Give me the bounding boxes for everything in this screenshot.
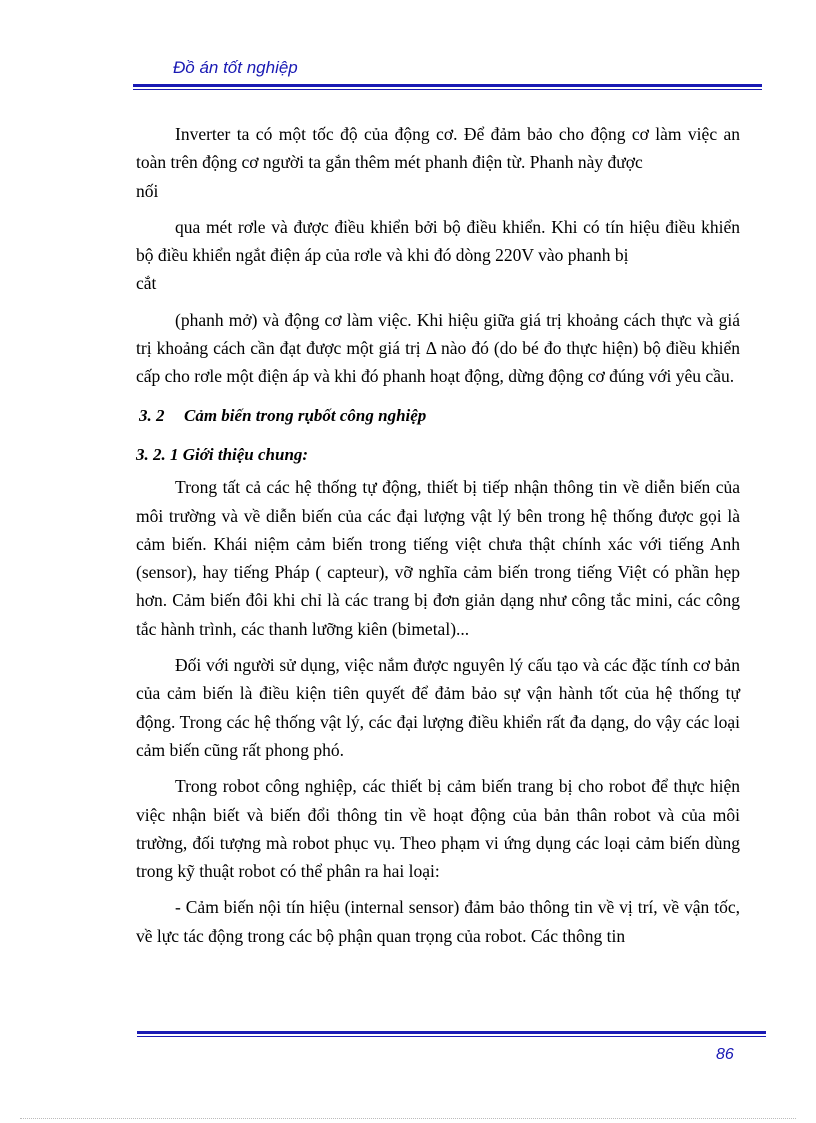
section-title: Cảm biến trong rụbốt công nghiệp: [184, 405, 427, 425]
paragraph: - Cảm biến nội tín hiệu (internal sensor) đảm bảo thông tin về vị trí, về vận tốc, về lực tác động trong các bộ phận quan trọng của robot. Các thông tin: [136, 897, 740, 946]
header-rule: [133, 84, 762, 90]
paragraph: Trong robot công nghiệp, các thiết bị cảm biến trang bị cho robot để thực hiện việc nhận biết và biến đổi thông tin về hoạt động của bản thân robot và của môi trường, đối tượng mà robot phục vụ. Theo phạm vi ứng dụng các loại cảm biến dùng trong kỹ thuật robot có thể phân ra hai loại:: [136, 776, 740, 882]
footer-rule: [137, 1031, 766, 1037]
section-number: 3. 2: [139, 405, 165, 425]
subsection-heading: 3. 2. 1 Giới thiệu chung:: [136, 444, 309, 464]
page-content: [136, 120, 740, 950]
header-title: Đồ án tốt nghiệp: [173, 58, 298, 77]
paragraph: qua mét rơle và được điều khiển bởi bộ điều khiển. Khi có tín hiệu điều khiển bộ điều khiển ngắt điện áp của rơle và khi đó dòng 220V vào phanh bị: [136, 216, 740, 266]
section-heading: [136, 402, 740, 430]
paragraph-continuation: cắt: [136, 273, 157, 294]
paragraph: Trong tất cả các hệ thống tự động, thiết bị tiếp nhận thông tin về diễn biến của môi trường và về diễn biến của các đại lượng vật lý bên trong hệ thống được gọi là cảm biến. Khái niệm cảm biến trong tiếng việt chưa thật chính xác với tiếng Anh (sensor), hay tiếng Pháp ( capteur), vỡ nghĩa cảm biến trong tiếng Việt có phần hẹp hơn. Cảm biến đôi khi chỉ là các trang bị đơn giản dạng như công tắc mini, các công tắc hành trình, các thanh lưỡng kiên (bimetal)...: [136, 477, 740, 639]
page-number: 86: [716, 1046, 734, 1063]
paragraph: Inverter ta có một tốc độ của động cơ. Để đảm bảo cho động cơ làm việc an toàn trên động cơ người ta gắn thêm mét phanh điện từ. Phanh này được: [136, 124, 740, 173]
paragraph: (phanh mở) và động cơ làm việc. Khi hiệu giữa giá trị khoảng cách thực và giá trị khoảng cách cần đạt được một giá trị Δ nào đó (do bé đo thực hiện) bộ điều khiển cấp cho rơle một điện áp và khi đó phanh hoạt động, dừng động cơ đúng với yêu cầu.: [136, 309, 740, 387]
page-edge-divider: [20, 1118, 796, 1119]
paragraph: Đối với người sử dụng, việc nắm được nguyên lý cấu tạo và các đặc tính cơ bản của cảm biến là điều kiện tiên quyết để đảm bảo sự vận hành tốt của hệ thống tự động. Trong các hệ thống vật lý, các đại lượng điều khiển rất đa dạng, do vậy các loại cảm biến cũng rất phong phó.: [136, 655, 740, 760]
paragraph-continuation: nối: [136, 180, 159, 201]
